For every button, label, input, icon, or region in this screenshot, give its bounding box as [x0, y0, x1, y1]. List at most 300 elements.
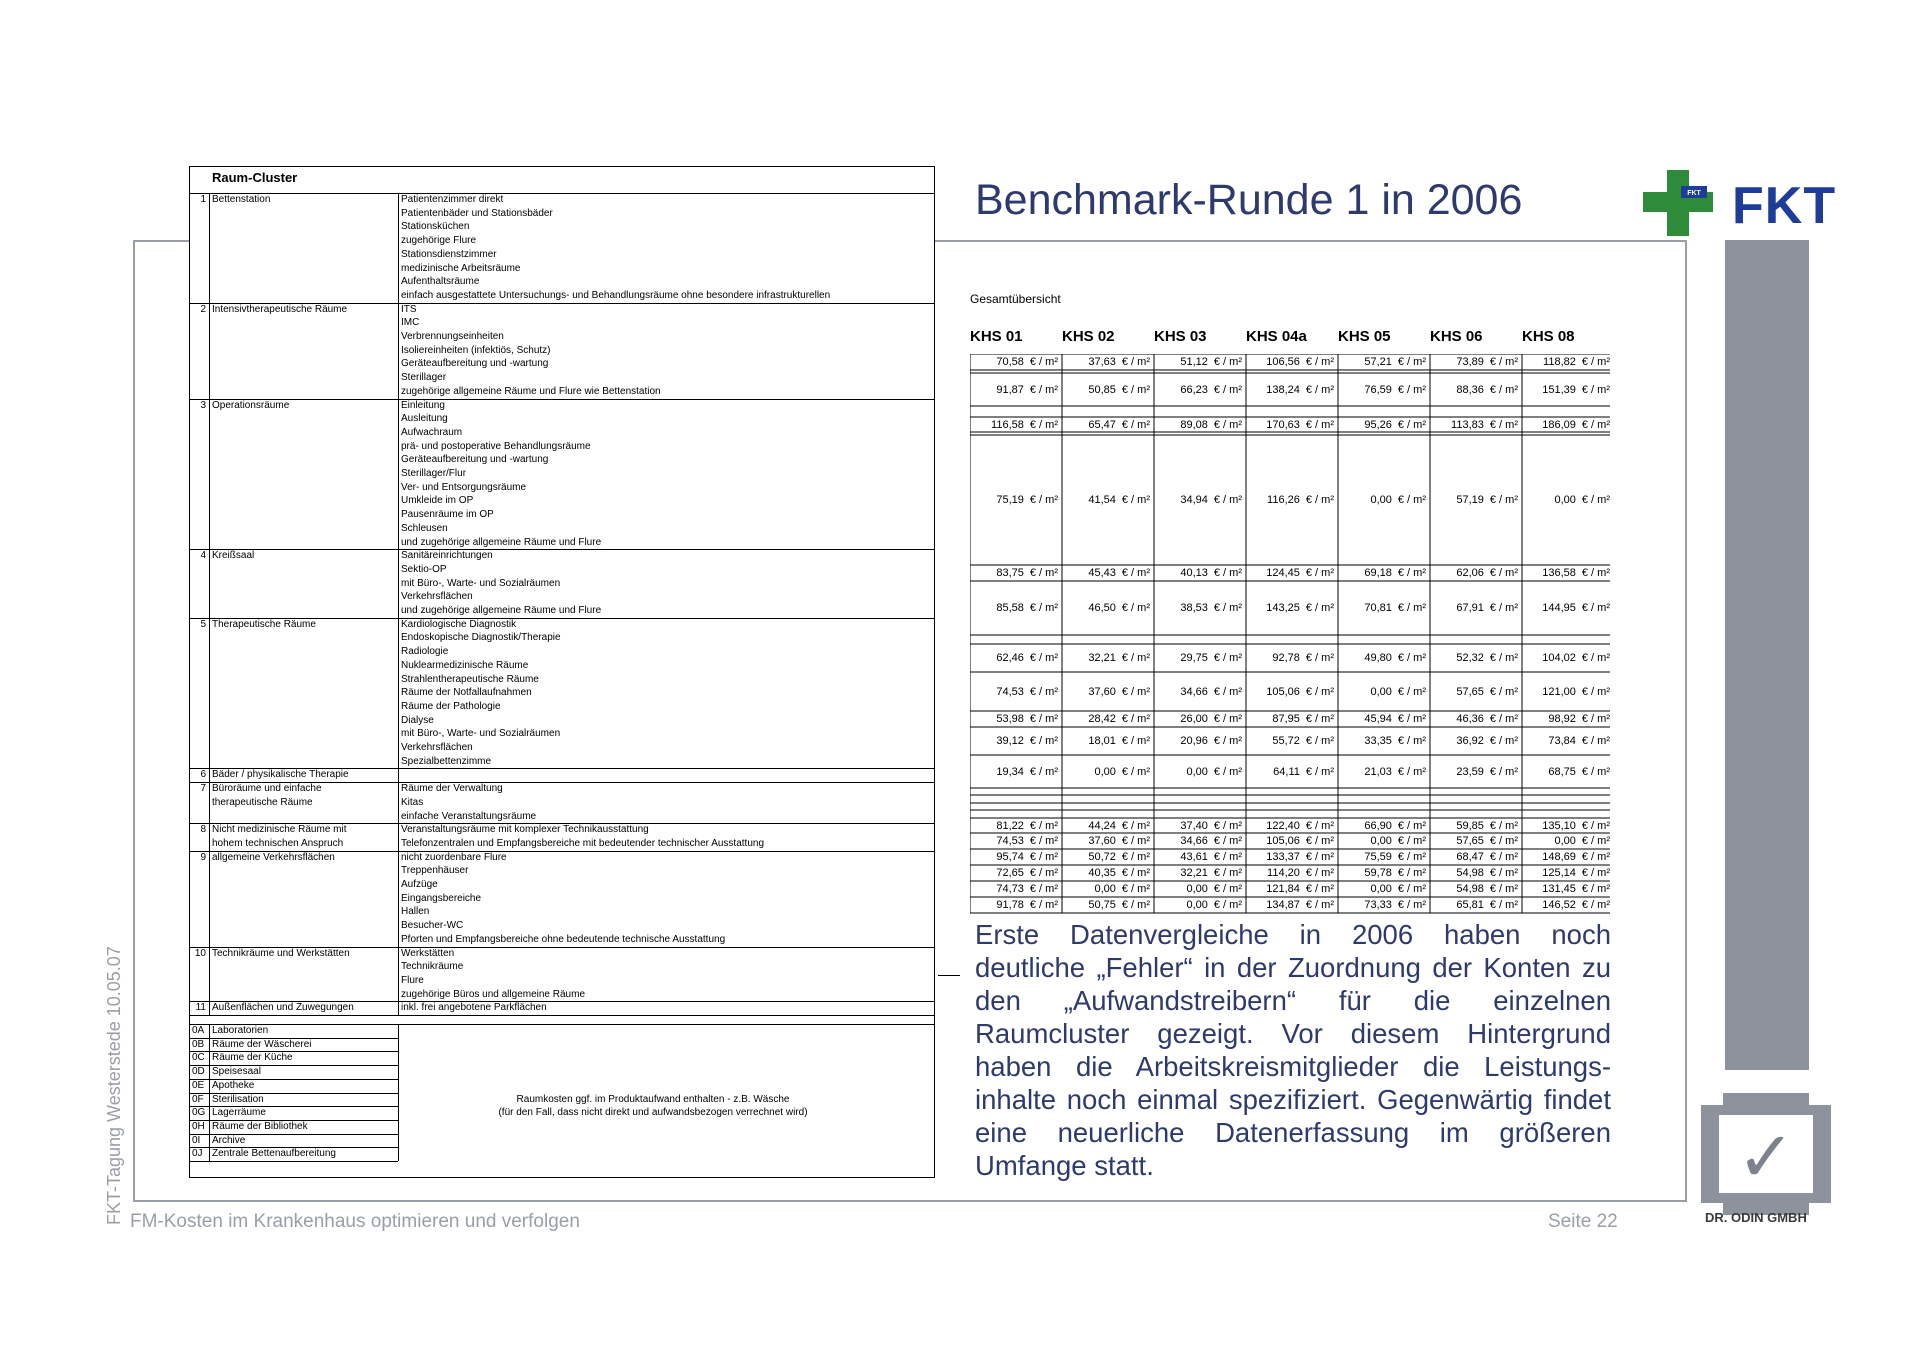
cell-value: 67,91 — [1456, 602, 1484, 614]
cell-value: 54,98 — [1456, 883, 1484, 895]
cell-value: 49,80 — [1364, 652, 1392, 664]
cell-unit: € / m² — [1121, 899, 1150, 911]
overview-cell — [1522, 651, 1610, 665]
cell-unit: € / m² — [1305, 713, 1334, 725]
cluster-name: Technikräume und Werkstätten — [212, 947, 350, 959]
cluster-room: Räume der Pathologie — [401, 700, 501, 712]
overview-cell — [970, 383, 1058, 397]
extra-name: Speisesaal — [212, 1066, 261, 1078]
cell-unit: € / m² — [1581, 765, 1610, 778]
overview-cell — [1062, 383, 1150, 397]
cell-unit: € / m² — [1213, 819, 1242, 832]
cell-unit: € / m² — [1121, 356, 1150, 368]
cell-value: 135,10 — [1542, 819, 1576, 832]
cluster-name: Operationsräume — [212, 399, 290, 411]
overview-cell — [1430, 712, 1518, 726]
cell-value: 87,95 — [1272, 713, 1300, 725]
cell-unit: € / m² — [1029, 835, 1058, 847]
overview-cell — [1522, 566, 1610, 580]
cell-value: 73,33 — [1364, 899, 1392, 911]
extra-name: Räume der Wäscherei — [212, 1038, 312, 1050]
cell-unit: € / m² — [1121, 735, 1150, 747]
cell-value: 45,94 — [1364, 713, 1392, 725]
cell-unit: € / m² — [1489, 356, 1518, 368]
cell-unit: € / m² — [1029, 851, 1058, 863]
check-icon: ✓ — [1736, 1116, 1796, 1198]
cluster-room: nicht zuordenbare Flure — [401, 851, 507, 863]
overview-cell — [1430, 819, 1518, 833]
cell-value: 143,25 — [1266, 602, 1300, 614]
overview-cell — [1246, 834, 1334, 848]
cell-unit: € / m² — [1305, 835, 1334, 847]
overview-cell — [970, 898, 1058, 912]
cluster-room: Veranstaltungsräume mit komplexer Technikausstattung — [401, 824, 649, 836]
side-bar — [1725, 240, 1809, 1070]
overview-cell — [1338, 566, 1426, 580]
cell-value: 50,85 — [1088, 383, 1116, 396]
overview-cell — [1522, 834, 1610, 848]
overview-cell — [1338, 765, 1426, 779]
cell-value: 18,01 — [1088, 735, 1116, 747]
extra-code: 0J — [192, 1148, 203, 1160]
cell-unit: € / m² — [1397, 713, 1426, 725]
overview-cell — [970, 493, 1058, 507]
cell-value: 57,65 — [1456, 835, 1484, 847]
cluster-number: 4 — [200, 550, 206, 562]
cluster-room: inkl. frei angebotene Parkflächen — [401, 1002, 547, 1014]
cell-unit: € / m² — [1397, 685, 1426, 698]
cluster-room: Räume der Verwaltung — [401, 783, 503, 795]
cell-unit: € / m² — [1397, 652, 1426, 664]
cell-unit: € / m² — [1305, 735, 1334, 747]
cell-unit: € / m² — [1581, 652, 1610, 664]
overview-cell — [970, 566, 1058, 580]
overview-cell — [1154, 601, 1242, 615]
cluster-name: Außenflächen und Zuwegungen — [212, 1002, 354, 1014]
extra-name: Laboratorien — [212, 1025, 269, 1036]
cluster-room: zugehörige allgemeine Räume und Flure wie Bettenstation — [401, 385, 661, 397]
cell-unit: € / m² — [1489, 883, 1518, 895]
overview-cell — [1522, 866, 1610, 880]
cell-unit: € / m² — [1305, 356, 1334, 368]
cell-unit: € / m² — [1121, 819, 1150, 832]
cell-value: 136,58 — [1542, 567, 1576, 579]
fkt-cross-label: FKT — [1687, 190, 1701, 197]
cell-value: 118,82 — [1543, 356, 1576, 368]
overview-table — [970, 354, 1610, 911]
overview-cell — [1154, 819, 1242, 833]
overview-cell — [970, 834, 1058, 848]
odin-label: DR. ODIN GMBH — [1705, 1210, 1807, 1225]
cell-value: 26,00 — [1180, 713, 1208, 725]
cell-value: 73,89 — [1456, 356, 1484, 368]
cluster-number: 5 — [200, 618, 206, 630]
cell-value: 55,72 — [1272, 735, 1300, 747]
cell-value: 38,53 — [1180, 602, 1208, 614]
overview-cell — [970, 601, 1058, 615]
extra-code: 0B — [192, 1038, 205, 1050]
cell-value: 36,92 — [1456, 735, 1484, 747]
cell-unit: € / m² — [1581, 685, 1610, 698]
cluster-room: Einleitung — [401, 399, 445, 411]
cell-value: 57,65 — [1456, 685, 1484, 698]
overview-cell — [1062, 355, 1150, 369]
overview-cell — [1154, 866, 1242, 880]
cell-value: 0,00 — [1186, 765, 1208, 778]
overview-cell — [970, 651, 1058, 665]
cell-value: 125,14 — [1542, 867, 1576, 879]
overview-cell — [1522, 882, 1610, 896]
cluster-room: Sterillager — [401, 372, 447, 384]
extra-code: 0E — [192, 1079, 205, 1091]
cell-unit: € / m² — [1581, 383, 1610, 396]
overview-cell — [1062, 601, 1150, 615]
cluster-number: 1 — [200, 194, 206, 205]
cell-value: 0,00 — [1186, 899, 1208, 911]
extra-name: Archive — [212, 1134, 246, 1146]
cluster-name: hohem technischen Anspruch — [212, 837, 344, 849]
cell-unit: € / m² — [1213, 735, 1242, 747]
cell-value: 0,00 — [1370, 835, 1392, 847]
overview-cell — [970, 882, 1058, 896]
cell-unit: € / m² — [1397, 835, 1426, 847]
column-header: KHS 03 — [1154, 328, 1207, 345]
cluster-name: Intensivtherapeutische Räume — [212, 303, 348, 315]
cell-unit: € / m² — [1029, 356, 1058, 368]
cell-unit: € / m² — [1397, 356, 1426, 368]
cell-unit: € / m² — [1489, 602, 1518, 614]
cell-value: 37,60 — [1088, 835, 1116, 847]
cluster-name: Kreißsaal — [212, 550, 255, 562]
column-divider — [209, 193, 210, 1015]
overview-cell — [1338, 685, 1426, 699]
cell-unit: € / m² — [1121, 765, 1150, 778]
overview-cell — [1062, 898, 1150, 912]
overview-cell — [1062, 734, 1150, 748]
cell-value: 122,40 — [1266, 819, 1300, 832]
cell-unit: € / m² — [1305, 418, 1334, 431]
cluster-room: Ausleitung — [401, 413, 448, 425]
overview-cell — [970, 866, 1058, 880]
extra-code: 0D — [192, 1066, 205, 1078]
column-divider — [398, 193, 399, 1015]
cell-value: 34,94 — [1180, 494, 1208, 506]
cell-value: 20,96 — [1180, 735, 1208, 747]
overview-cell — [1246, 819, 1334, 833]
cell-value: 19,34 — [996, 765, 1024, 778]
cell-unit: € / m² — [1029, 867, 1058, 879]
overview-cell — [1246, 898, 1334, 912]
overview-cell — [1338, 651, 1426, 665]
cell-unit: € / m² — [1213, 418, 1242, 431]
cell-unit: € / m² — [1121, 685, 1150, 698]
header-divider — [189, 193, 935, 194]
cell-unit: € / m² — [1489, 835, 1518, 847]
cluster-room: Endoskopische Diagnostik/Therapie — [401, 632, 561, 644]
overview-cell — [1154, 566, 1242, 580]
cluster-room: Patientenzimmer direkt — [401, 194, 504, 205]
cell-unit: € / m² — [1029, 494, 1058, 506]
overview-cell — [1430, 898, 1518, 912]
cluster-number: 2 — [200, 303, 206, 315]
group-divider — [189, 399, 935, 400]
cell-value: 53,98 — [996, 713, 1024, 725]
cell-unit: € / m² — [1581, 602, 1610, 614]
cell-unit: € / m² — [1489, 899, 1518, 911]
cell-unit: € / m² — [1029, 567, 1058, 579]
cell-unit: € / m² — [1029, 713, 1058, 725]
cell-unit: € / m² — [1029, 765, 1058, 778]
cell-unit: € / m² — [1121, 418, 1150, 431]
column-header: KHS 01 — [970, 328, 1023, 345]
cell-value: 21,03 — [1364, 765, 1392, 778]
cluster-title: Raum-Cluster — [212, 170, 298, 185]
cell-value: 23,59 — [1456, 765, 1484, 778]
cell-unit: € / m² — [1305, 883, 1334, 895]
cell-value: 73,84 — [1548, 735, 1576, 747]
overview-cell — [1246, 651, 1334, 665]
cluster-room: Stationsdienstzimmer — [401, 248, 497, 260]
cell-value: 75,59 — [1364, 851, 1392, 863]
overview-cell — [1338, 355, 1426, 369]
cell-unit: € / m² — [1489, 418, 1518, 431]
cell-value: 41,54 — [1088, 494, 1116, 506]
cell-value: 76,59 — [1364, 383, 1392, 396]
cell-unit: € / m² — [1029, 685, 1058, 698]
cell-value: 121,84 — [1266, 883, 1300, 895]
cell-unit: € / m² — [1397, 567, 1426, 579]
column-header: KHS 02 — [1062, 328, 1115, 345]
cell-unit: € / m² — [1305, 567, 1334, 579]
overview-cell — [1338, 734, 1426, 748]
cell-unit: € / m² — [1121, 383, 1150, 396]
cluster-room: Pforten und Empfangsbereiche ohne bedeutende technische Ausstattung — [401, 933, 726, 945]
cluster-number: 6 — [200, 769, 206, 781]
overview-cell — [970, 850, 1058, 864]
cluster-room: IMC — [401, 317, 420, 329]
cell-unit: € / m² — [1581, 867, 1610, 879]
cluster-room: Umkleide im OP — [401, 495, 474, 507]
cell-value: 46,50 — [1088, 602, 1116, 614]
overview-cell — [1430, 355, 1518, 369]
cell-value: 64,11 — [1273, 765, 1300, 778]
fkt-logo-text: FKT — [1732, 177, 1837, 235]
cell-value: 105,06 — [1266, 685, 1300, 698]
cell-value: 0,00 — [1370, 494, 1392, 506]
extra-note-line: (für den Fall, dass nicht direkt und aufwandsbezogen verrechnet wird) — [498, 1107, 808, 1118]
cell-unit: € / m² — [1213, 899, 1242, 911]
cell-value: 92,78 — [1272, 652, 1300, 664]
cluster-number: 10 — [194, 947, 206, 959]
overview-cell — [1246, 418, 1334, 432]
overview-cell — [1062, 712, 1150, 726]
extra-code: 0C — [192, 1052, 205, 1064]
cluster-room: mit Büro-, Warte- und Sozialräumen — [401, 577, 561, 589]
cell-unit: € / m² — [1489, 494, 1518, 506]
cell-unit: € / m² — [1397, 418, 1426, 431]
cell-value: 113,83 — [1451, 418, 1484, 431]
extra-name: Lagerräume — [212, 1107, 266, 1119]
overview-cell — [1154, 734, 1242, 748]
cell-value: 151,39 — [1542, 383, 1576, 396]
cluster-name: Therapeutische Räume — [212, 618, 316, 630]
overview-cell — [1062, 493, 1150, 507]
overview-cell — [1430, 882, 1518, 896]
overview-cell — [1246, 493, 1334, 507]
cell-unit: € / m² — [1489, 851, 1518, 863]
cluster-room: Werkstätten — [401, 947, 455, 959]
group-divider — [189, 549, 935, 550]
cell-value: 0,00 — [1554, 835, 1576, 847]
cell-unit: € / m² — [1121, 713, 1150, 725]
overview-cell — [1338, 882, 1426, 896]
cluster-room: Aufwachraum — [401, 426, 463, 438]
cell-value: 62,46 — [996, 652, 1024, 664]
cluster-room: zugehörige Büros und allgemeine Räume — [401, 988, 586, 1000]
cell-value: 98,92 — [1548, 713, 1576, 725]
column-header: KHS 05 — [1338, 328, 1391, 345]
overview-cell — [1062, 819, 1150, 833]
cluster-room: Aufzüge — [401, 879, 438, 890]
overview-cell — [1154, 765, 1242, 779]
cluster-room: Verbrennungseinheiten — [401, 331, 504, 342]
overview-cell — [1338, 898, 1426, 912]
cell-value: 95,74 — [996, 851, 1024, 863]
cell-value: 74,53 — [996, 835, 1024, 847]
cell-value: 65,47 — [1088, 418, 1116, 431]
cell-unit: € / m² — [1397, 383, 1426, 396]
cell-value: 37,63 — [1088, 356, 1116, 368]
cell-value: 54,98 — [1456, 867, 1484, 879]
cell-value: 91,78 — [996, 899, 1024, 911]
overview-cell — [1246, 850, 1334, 864]
overview-cell — [1338, 601, 1426, 615]
cell-value: 116,26 — [1267, 494, 1300, 506]
cell-value: 32,21 — [1088, 652, 1116, 664]
overview-cell — [1154, 383, 1242, 397]
cell-value: 75,19 — [996, 494, 1024, 506]
cell-value: 88,36 — [1456, 383, 1484, 396]
cluster-room: Geräteaufbereitung und -wartung — [401, 454, 549, 466]
overview-cell — [1154, 712, 1242, 726]
cell-value: 33,35 — [1364, 735, 1392, 747]
cluster-room: Sanitäreinrichtungen — [401, 550, 493, 562]
cell-value: 131,45 — [1542, 883, 1576, 895]
cell-value: 43,61 — [1180, 851, 1208, 863]
cell-unit: € / m² — [1305, 765, 1334, 778]
overview-cell — [1246, 712, 1334, 726]
cell-unit: € / m² — [1213, 602, 1242, 614]
cell-value: 74,73 — [996, 883, 1024, 895]
cell-unit: € / m² — [1305, 867, 1334, 879]
cell-unit: € / m² — [1489, 383, 1518, 396]
cluster-room: einfach ausgestattete Untersuchungs- und Behandlungsräume ohne besondere infrastrukturellen — [401, 289, 831, 301]
overview-cell — [1246, 685, 1334, 699]
cell-value: 68,75 — [1548, 765, 1576, 778]
cell-value: 124,45 — [1266, 567, 1300, 579]
cell-value: 57,19 — [1456, 494, 1484, 506]
cell-unit: € / m² — [1121, 835, 1150, 847]
cluster-room: mit Büro-, Warte- und Sozialräumen — [401, 728, 561, 740]
cluster-room: Pausenräume im OP — [401, 509, 494, 521]
overview-cell — [1430, 493, 1518, 507]
cluster-room: Flure — [401, 974, 424, 986]
overview-cell — [1338, 418, 1426, 432]
overview-cell — [1062, 418, 1150, 432]
overview-cell — [1430, 685, 1518, 699]
cluster-room: Patientenbäder und Stationsbäder — [401, 207, 553, 219]
extra-row-divider — [189, 1161, 398, 1162]
cell-unit: € / m² — [1581, 819, 1610, 832]
extra-code: 0A — [192, 1025, 205, 1036]
overview-cell — [1522, 898, 1610, 912]
cell-value: 40,35 — [1088, 867, 1116, 879]
cell-value: 29,75 — [1180, 652, 1208, 664]
cluster-room: Kitas — [401, 796, 424, 808]
overview-cell — [1430, 765, 1518, 779]
cell-value: 34,66 — [1180, 685, 1208, 698]
cell-unit: € / m² — [1213, 867, 1242, 879]
cell-value: 81,22 — [996, 819, 1024, 832]
cell-value: 39,12 — [996, 735, 1024, 747]
cluster-number: 8 — [200, 824, 206, 836]
overview-cell — [1338, 712, 1426, 726]
extra-code: 0G — [192, 1107, 206, 1119]
cluster-sheet — [189, 166, 935, 1178]
column-divider — [209, 1024, 210, 1161]
cell-unit: € / m² — [1305, 851, 1334, 863]
overview-cell — [1246, 383, 1334, 397]
cell-value: 170,63 — [1266, 418, 1300, 431]
cell-unit: € / m² — [1121, 652, 1150, 664]
cell-unit: € / m² — [1029, 735, 1058, 747]
cell-value: 34,66 — [1180, 835, 1208, 847]
overview-cell — [1430, 383, 1518, 397]
cell-unit: € / m² — [1581, 418, 1610, 431]
cell-value: 50,72 — [1088, 851, 1116, 863]
cluster-number: 11 — [195, 1002, 206, 1014]
cell-value: 0,00 — [1370, 685, 1392, 698]
cell-unit: € / m² — [1305, 383, 1334, 396]
cell-unit: € / m² — [1029, 899, 1058, 911]
fkt-cross-icon — [1643, 170, 1713, 236]
cell-value: 83,75 — [996, 567, 1024, 579]
cell-value: 59,85 — [1456, 819, 1484, 832]
overview-cell — [1062, 850, 1150, 864]
overview-cell — [1062, 882, 1150, 896]
cell-unit: € / m² — [1305, 899, 1334, 911]
cluster-room: Schleusen — [401, 522, 448, 534]
description-paragraph: Erste Datenvergleiche in 2006 haben noch deutliche „Fehler“ in der Zuordnung der Konten zu den „Aufwandstreibern“ für die einzelnen Raumcluster gezeigt. Vor diesem Hintergrund haben die Arbeitskreismitglieder die Leistungs-inhalte noch einmal spezifiziert. Gegenwärtig findet eine neuerliche Datenerfassung im größeren Umfange statt. — [975, 919, 1611, 1181]
overview-cell — [1062, 685, 1150, 699]
cell-value: 69,18 — [1364, 567, 1392, 579]
footer-title: FM-Kosten im Krankenhaus optimieren und verfolgen — [130, 1211, 580, 1232]
page-number: Seite 22 — [1548, 1211, 1618, 1232]
overview-cell — [1338, 383, 1426, 397]
cell-unit: € / m² — [1213, 765, 1242, 778]
overview-cell — [1338, 834, 1426, 848]
cell-value: 66,23 — [1180, 383, 1208, 396]
cell-value: 0,00 — [1094, 765, 1116, 778]
overview-cell — [1154, 418, 1242, 432]
cell-unit: € / m² — [1489, 567, 1518, 579]
overview-cell — [970, 355, 1058, 369]
overview-cell — [1522, 383, 1610, 397]
overview-cell — [1430, 566, 1518, 580]
cluster-number: 7 — [200, 783, 206, 795]
cell-value: 0,00 — [1370, 883, 1392, 895]
cell-value: 0,00 — [1554, 494, 1576, 506]
